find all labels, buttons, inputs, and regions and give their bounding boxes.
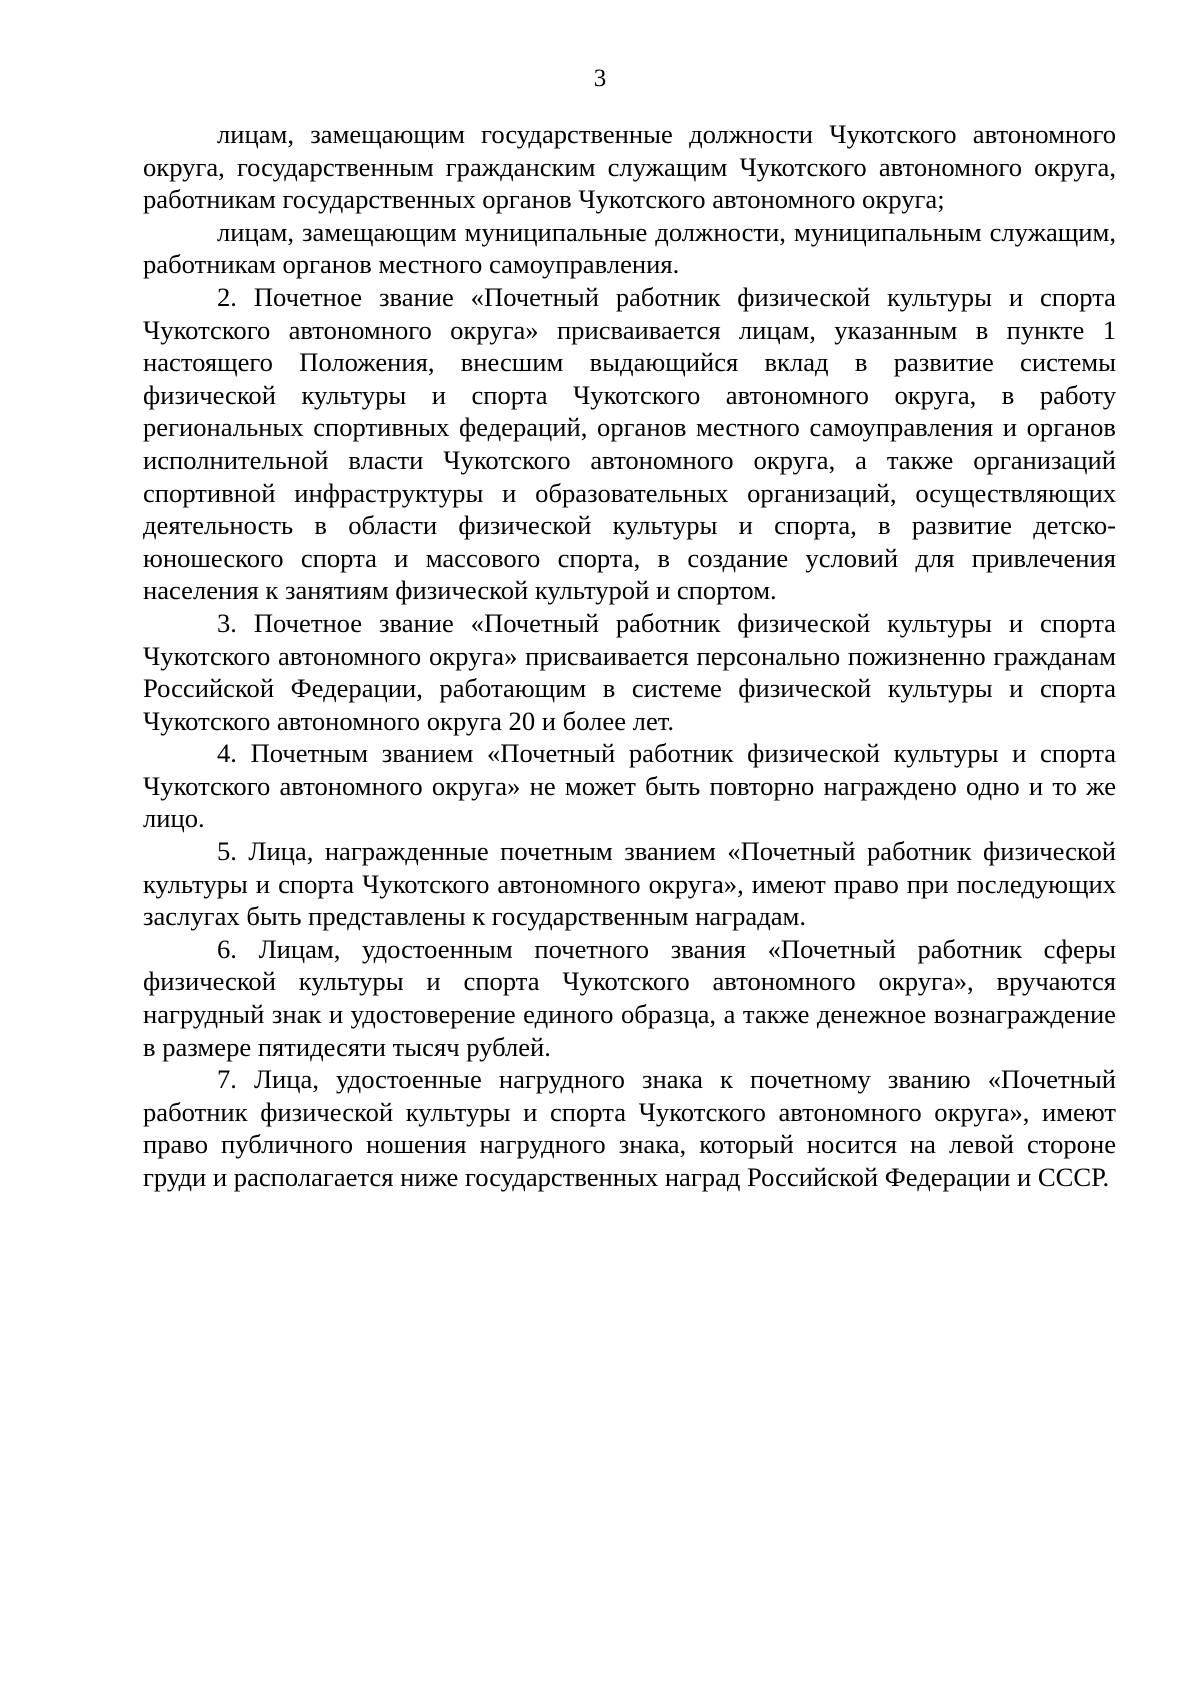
paragraph-municipal-officials: лицам, замещающим муниципальные должности, муниципальным служащим, работникам органов местного самоуправления. [143,216,1116,280]
paragraph-item-3: 3. Почетное звание «Почетный работник физической культуры и спорта Чукотского автономного округа» присваивается персонально пожизненно гражданам Российской Федерации, работающим в системе физической культуры и спорта Чукотского автономного округа 20 и более лет. [143,607,1116,736]
paragraph-item-6: 6. Лицам, удостоенным почетного звания «Почетный работник сферы физической культуры и спорта Чукотского автономного округа», вручаются нагрудный знак и удостоверение единого образца, а также денежное вознаграждение в размере пятидесяти тысяч рублей. [143,933,1116,1062]
paragraph-item-2: 2. Почетное звание «Почетный работник физической культуры и спорта Чукотского автономного округа» присваивается лицам, указанным в пункте 1 настоящего Положения, внесшим выдающийся вклад в развитие системы физической культуры и спорта Чукотского автономного округа, в работу региональных спортивных федераций, органов местного самоуправления и органов исполнительной власти Чукотского автономного округа, а также организаций спортивной инфраструктуры и образовательных организаций, осуществляющих деятельность в области физической культуры и спорта, в развитие детско-юношеского спорта и массового спорта, в создание условий для привлечения населения к занятиям физической культурой и спортом. [143,281,1116,606]
paragraph-state-officials: лицам, замещающим государственные должности Чукотского автономного округа, государственным гражданским служащим Чукотского автономного округа, работникам государственных органов Чукотского автономного округа; [143,119,1116,215]
paragraph-item-4: 4. Почетным званием «Почетный работник физической культуры и спорта Чукотского автономного округа» не может быть повторно награждено одно и то же лицо. [143,738,1116,834]
paragraph-item-5: 5. Лица, награжденные почетным званием «Почетный работник физической культуры и спорта Чукотского автономного округа», имеют право при последующих заслугах быть представлены к государственным наградам. [143,836,1116,932]
paragraph-item-7: 7. Лица, удостоенные нагрудного знака к почетному званию «Почетный работник физической культуры и спорта Чукотского автономного округа», имеют право публичного ношения нагрудного знака, который носится на левой стороне груди и располагается ниже государственных наград Российской Федерации и СССР. [143,1064,1116,1192]
page-number: 3 [593,65,607,92]
document-body [143,118,1116,1194]
